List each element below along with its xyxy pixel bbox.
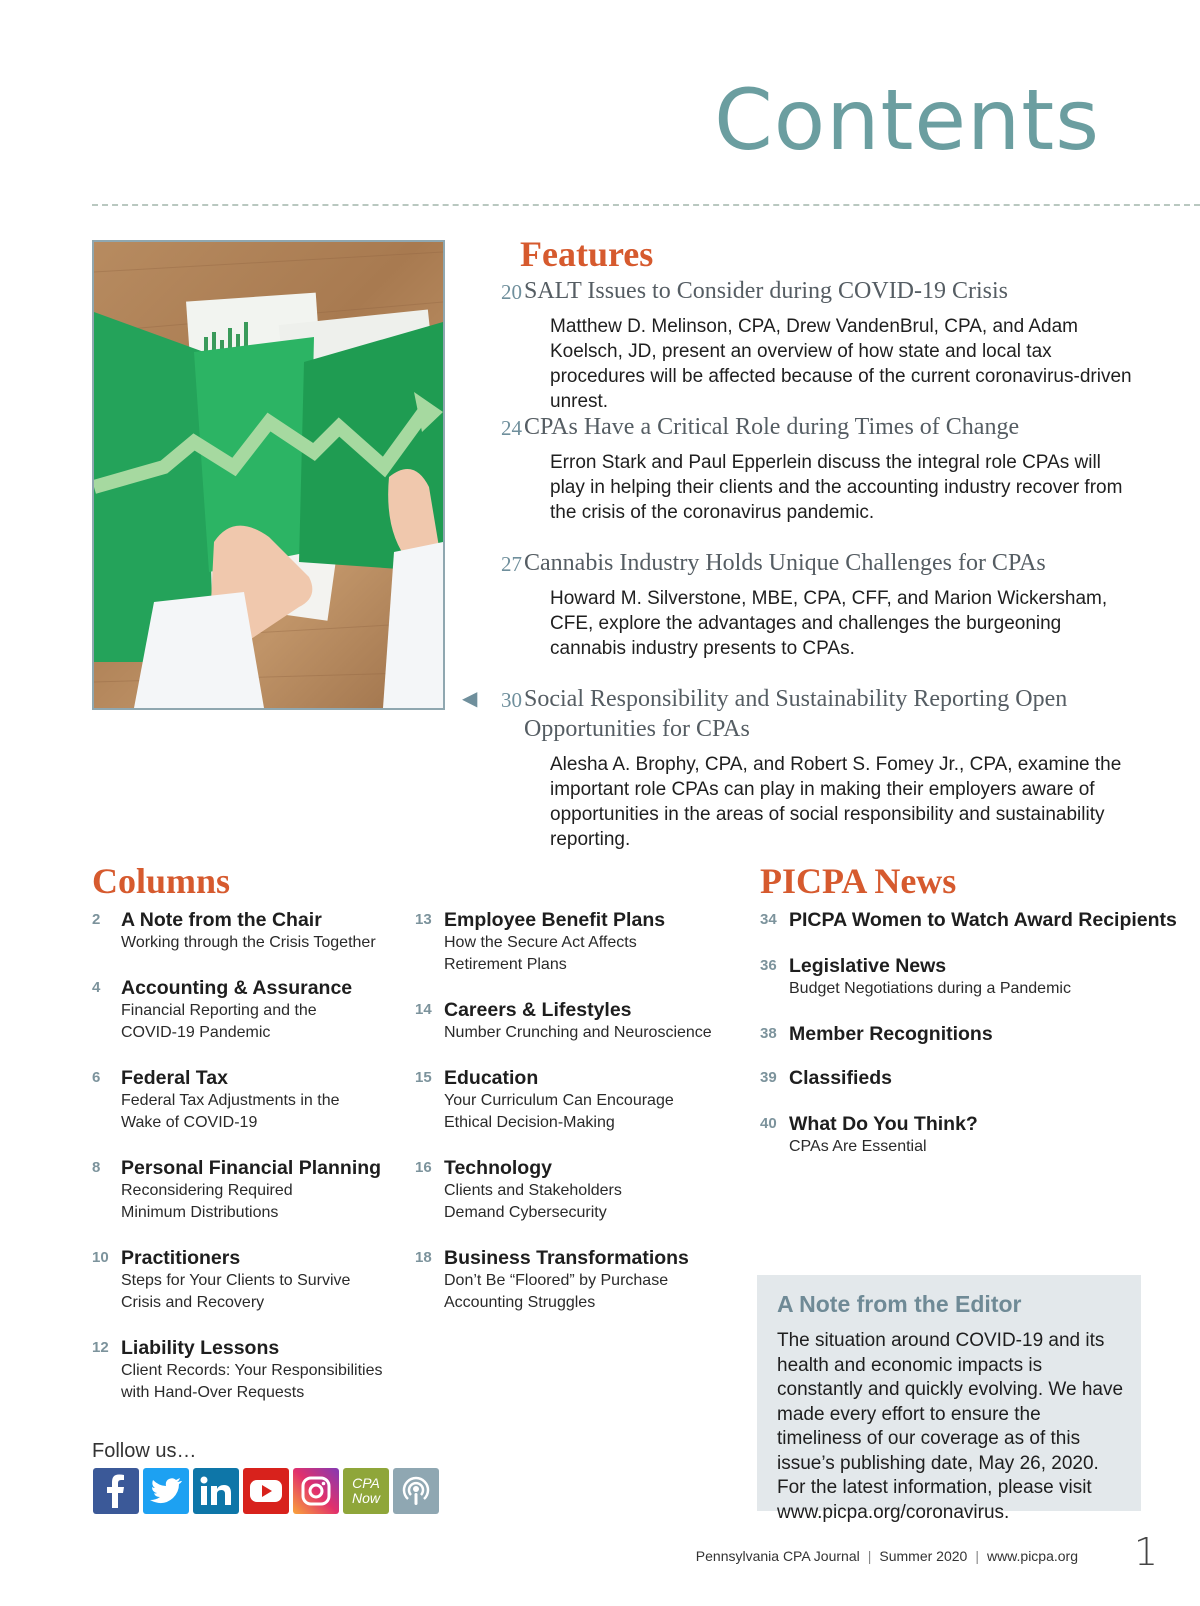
feature-title[interactable]: Social Responsibility and Sustainability Reporting Open Opportunities for CPAs — [524, 686, 1068, 742]
cpa-now-icon[interactable] — [343, 1468, 389, 1514]
journal-name: Pennsylvania CPA Journal — [695, 1548, 860, 1564]
follow-us-label: Follow us… — [92, 1440, 197, 1462]
item-title[interactable]: Business Transformations — [444, 1247, 689, 1269]
item-page-number: 4 — [92, 979, 101, 996]
item-subtitle: Your Curriculum Can Encourage Ethical Decision-Making — [444, 1092, 674, 1131]
linkedin-icon[interactable] — [193, 1468, 239, 1514]
item-subtitle: Clients and Stakeholders Demand Cybersecurity — [444, 1182, 622, 1221]
item-page-number: 39 — [760, 1069, 777, 1086]
item-subtitle: Financial Reporting and the COVID-19 Pandemic — [121, 1002, 317, 1041]
columns-heading: Columns — [92, 861, 231, 901]
cpa-now-label: CPA Now — [351, 1475, 380, 1506]
item-title[interactable]: Legislative News — [789, 955, 947, 977]
item-page-number: 16 — [415, 1159, 432, 1176]
item-title[interactable]: A Note from the Chair — [121, 909, 322, 931]
website-link[interactable]: www.picpa.org — [986, 1548, 1078, 1564]
item-subtitle: CPAs Are Essential — [789, 1138, 927, 1155]
item-page-number: 13 — [415, 911, 432, 928]
item-subtitle: Steps for Your Clients to Survive Crisis and Recovery — [121, 1272, 351, 1311]
item-title[interactable]: Member Recognitions — [789, 1023, 993, 1045]
instagram-icon[interactable] — [293, 1468, 339, 1514]
feature-title[interactable]: SALT Issues to Consider during COVID-19 Crisis — [524, 278, 1009, 304]
item-title[interactable]: Careers & Lifestyles — [444, 999, 632, 1021]
feature-item[interactable] — [482, 548, 1142, 658]
item-page-number: 12 — [92, 1339, 109, 1356]
features-heading: Features — [520, 234, 654, 274]
item-title[interactable]: Accounting & Assurance — [121, 977, 353, 999]
twitter-icon[interactable] — [143, 1468, 189, 1514]
item-page-number: 38 — [760, 1025, 777, 1042]
editor-note-body: The situation around COVID-19 and its health and economic impacts is constantly and quickly evolving. We have made every effort to ensure the timeliness of our coverage as of this issue’s publishing date, May 26, 2020. For the latest information, please visit www.picpa.org/coronavirus. — [777, 1330, 1124, 1523]
page-number: 1 — [1133, 1530, 1158, 1574]
item-page-number: 10 — [92, 1249, 109, 1266]
feature-title[interactable]: Cannabis Industry Holds Unique Challenges for CPAs — [524, 550, 1046, 576]
podcast-icon[interactable] — [393, 1468, 439, 1514]
page-title: Contents — [714, 71, 1100, 169]
item-page-number: 2 — [92, 911, 101, 928]
feature-description: Erron Stark and Paul Epperlein discuss the integral role CPAs will play in helping their clients and the accounting industry recover from the crisis of the coronavirus pandemic. — [550, 452, 1123, 523]
feature-description: Matthew D. Melinson, CPA, Drew VandenBrul, CPA, and Adam Koelsch, JD, present an overview of how state and local tax procedures will be affected because of the current coronavirus-driven unrest. — [550, 316, 1132, 412]
item-title[interactable]: Federal Tax — [121, 1067, 228, 1089]
item-subtitle: Number Crunching and Neuroscience — [444, 1024, 712, 1041]
item-page-number: 6 — [92, 1069, 101, 1086]
item-title[interactable]: Practitioners — [121, 1247, 241, 1269]
item-subtitle: Federal Tax Adjustments in the Wake of COVID-19 — [121, 1092, 340, 1131]
issue-label: Summer 2020 — [879, 1548, 968, 1564]
picpa-news-heading: PICPA News — [760, 861, 957, 901]
item-page-number: 40 — [760, 1115, 777, 1132]
item-title[interactable]: Liability Lessons — [121, 1337, 280, 1359]
item-page-number: 8 — [92, 1159, 101, 1176]
page-footer — [696, 1548, 1078, 1564]
dashed-divider — [92, 204, 1200, 206]
item-title[interactable]: Education — [444, 1067, 539, 1089]
feature-page-number: 30 — [501, 688, 522, 712]
triangle-pointer-icon: ◀ — [462, 688, 478, 710]
feature-item[interactable] — [482, 276, 1142, 412]
feature-page-number: 27 — [501, 552, 522, 576]
item-page-number: 18 — [415, 1249, 432, 1266]
footer-separator: | — [975, 1548, 979, 1564]
feature-description: Howard M. Silverstone, MBE, CPA, CFF, and Marion Wickersham, CFE, explore the advantages and challenges the burgeoning cannabis industry presents to CPAs. — [550, 588, 1108, 659]
item-subtitle: Client Records: Your Responsibilities with Hand-Over Requests — [121, 1362, 383, 1401]
item-subtitle: Don’t Be “Floored” by Purchase Accounting Struggles — [444, 1272, 669, 1311]
item-title[interactable]: Personal Financial Planning — [121, 1157, 382, 1179]
feature-page-number: 20 — [501, 280, 522, 304]
feature-item[interactable] — [462, 684, 1142, 850]
feature-page-number: 24 — [501, 416, 522, 440]
facebook-icon[interactable] — [93, 1468, 139, 1514]
youtube-icon[interactable] — [243, 1468, 289, 1514]
editor-note-title: A Note from the Editor — [777, 1291, 1022, 1317]
item-title[interactable]: Classifieds — [789, 1067, 892, 1089]
item-page-number: 34 — [760, 911, 777, 928]
footer-separator: | — [867, 1548, 872, 1564]
feature-item[interactable] — [482, 412, 1142, 522]
item-subtitle: Working through the Crisis Together — [121, 934, 376, 951]
item-subtitle: Reconsidering Required Minimum Distributions — [121, 1182, 293, 1221]
feature-photo — [92, 240, 445, 710]
item-title[interactable]: PICPA Women to Watch Award Recipients — [789, 909, 1177, 931]
feature-description: Alesha A. Brophy, CPA, and Robert S. Fomey Jr., CPA, examine the important role CPAs can play in making their employers aware of opportunities in the areas of social responsibility and sustainability reporting. — [550, 754, 1122, 850]
item-title[interactable]: What Do You Think? — [789, 1113, 978, 1135]
item-title[interactable]: Technology — [444, 1157, 552, 1179]
item-subtitle: How the Secure Act Affects Retirement Plans — [444, 934, 637, 973]
item-subtitle: Budget Negotiations during a Pandemic — [789, 980, 1071, 997]
item-page-number: 14 — [415, 1001, 432, 1018]
feature-title[interactable]: CPAs Have a Critical Role during Times of Change — [524, 414, 1020, 440]
item-title[interactable]: Employee Benefit Plans — [444, 909, 666, 931]
item-page-number: 15 — [415, 1069, 432, 1086]
editor-note-box — [757, 1275, 1141, 1523]
item-page-number: 36 — [760, 957, 777, 974]
